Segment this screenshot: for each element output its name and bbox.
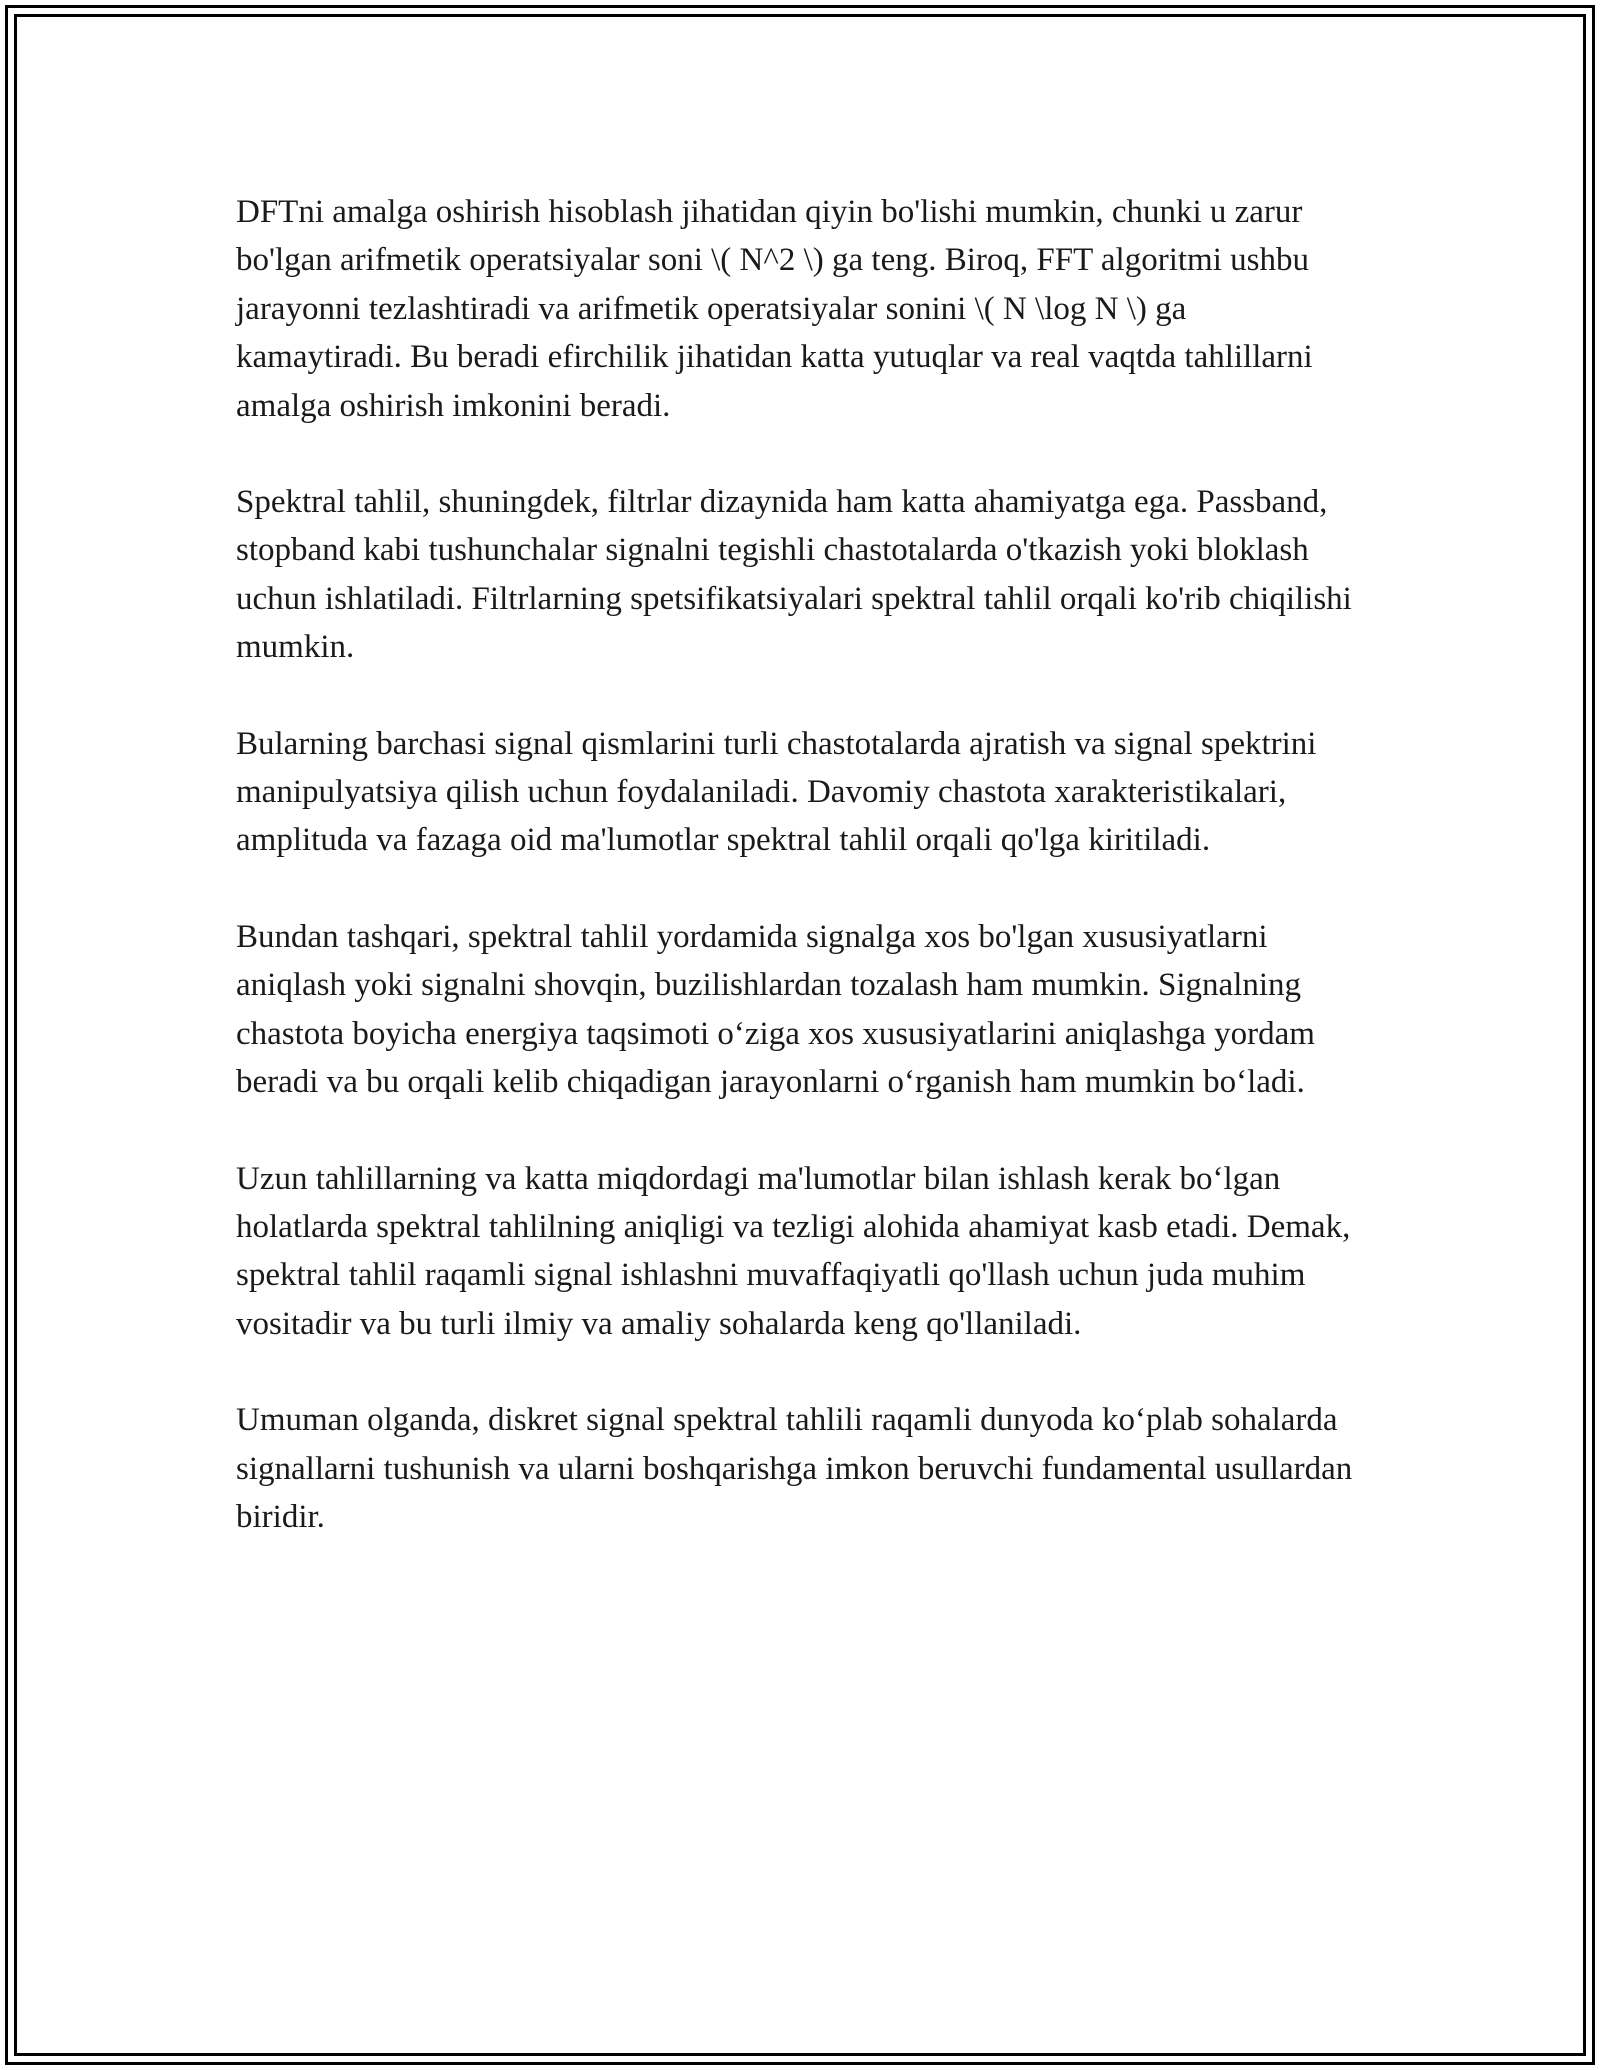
document-body bbox=[236, 188, 1356, 1589]
paragraph-noise-removal: Bundan tashqari, spektral tahlil yordamida signalga xos bo'lgan xususiyatlarni aniqlash yoki signalni shovqin, buzilishlardan tozalash ham mumkin. Signalning chastota boyicha energiya taqsimoti o‘ziga xos xususiyatlarini aniqlashga yordam beradi va bu orqali kelib chiqadigan jarayonlarni o‘rganish ham mumkin bo‘ladi. bbox=[236, 918, 1315, 1101]
paragraph-conclusion: Umuman olganda, diskret signal spektral tahlili raqamli dunyoda ko‘plab sohalarda signallarni tushunish va ularni boshqarishga imkon beruvchi fundamental usullardan biridir. bbox=[236, 1402, 1353, 1535]
paragraph-dft-fft: DFTni amalga oshirish hisoblash jihatidan qiyin bo'lishi mumkin, chunki u zarur bo'lgan arifmetik operatsiyalar soni \( N^2 \) ga teng. Biroq, FFT algoritmi ushbu jarayonni tezlashtiradi va arifmetik operatsiyalar sonini \( N \log N \) ga kamaytiradi. Bu beradi efirchilik jihatidan katta yutuqlar va real vaqtda tahlillarni amalga oshirish imkonini beradi. bbox=[236, 194, 1313, 424]
paragraph-accuracy-speed: Uzun tahlillarning va katta miqdordagi ma'lumotlar bilan ishlash kerak bo‘lgan holatlarda spektral tahlilning aniqligi va tezligi alohida ahamiyat kasb etadi. Demak, spektral tahlil raqamli signal ishlashni muvaffaqiyatli qo'llash uchun juda muhim vositadir va bu turli ilmiy va amaliy sohalarda keng qo'llaniladi. bbox=[236, 1160, 1351, 1342]
paragraph-spectrum-manipulation: Bularning barchasi signal qismlarini turli chastotalarda ajratish va signal spektrini manipulyatsiya qilish uchun foydalaniladi. Davomiy chastota xarakteristikalari, amplituda va fazaga oid ma'lumotlar spektral tahlil orqali qo'lga kiritiladi. bbox=[236, 725, 1317, 859]
paragraph-filter-design: Spektral tahlil, shuningdek, filtrlar dizaynida ham katta ahamiyatga ega. Passband, stopband kabi tushunchalar signalni tegishli chastotalarda o'tkazish yoki bloklash uchun ishlatiladi. Filtrlarning spetsifikatsiyalari spektral tahlil orqali ko'rib chiqilishi mumkin. bbox=[236, 484, 1352, 666]
